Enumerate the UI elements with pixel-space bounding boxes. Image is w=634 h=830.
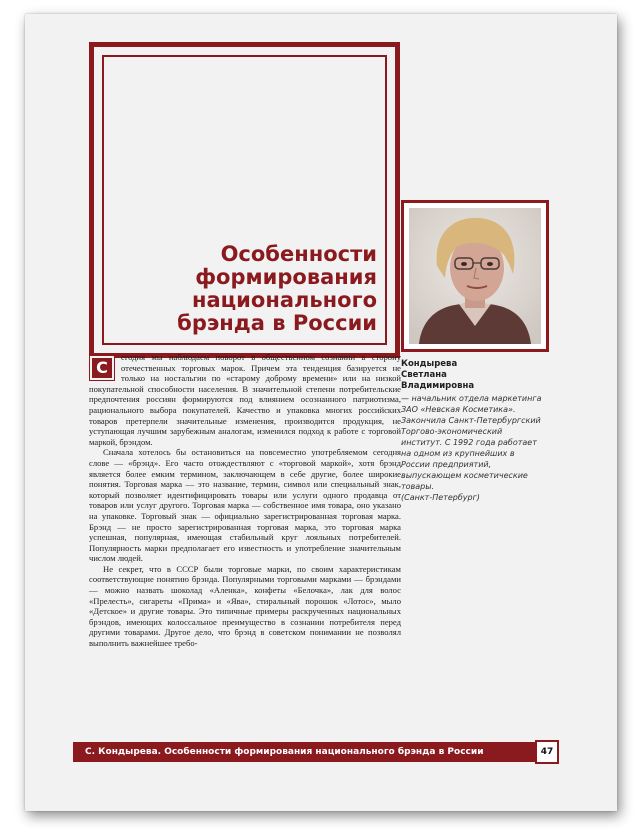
title-line: брэнда в России	[177, 311, 377, 335]
author-name-line: Владимировна	[401, 381, 475, 391]
author-bio-line: ЗАО «Невская Косметика».	[401, 405, 516, 414]
portrait-image	[409, 208, 541, 344]
author-name-line: Кондырева	[401, 359, 458, 369]
author-bio-line: выпускающем косметические	[401, 471, 528, 480]
author-bio-line: на одном из крупнейших в	[401, 449, 515, 458]
title-line: Особенности	[220, 242, 377, 266]
author-bio-line: Закончила Санкт-Петербургский	[401, 416, 541, 425]
author-bio-line: — начальник отдела маркетинга	[401, 394, 542, 403]
article-title	[177, 243, 377, 335]
magazine-page	[25, 14, 617, 811]
author-name	[401, 359, 551, 392]
author-bio-line: институт. С 1992 года работает	[401, 438, 537, 447]
title-frame	[89, 42, 400, 358]
body-paragraph	[89, 352, 401, 447]
body-paragraph: Сначала хотелось бы остановиться на повсеместно употребляемом сегодня слове — «брэнд». Его часто отождествляют с «торговой маркой», хотя брэнд является более емким термином, заключающем в себе другие, более широкие понятия. Торговая марка — это название, термин, символ или специальный знак, который позволяет идентифицировать товары или услуги одного продавца от товаров или услуг другого. Торговая марка — собственное имя товара, оно указано на упаковке. Торговый знак — официально зарегистрированная торговая марка. Брэнд — не просто зарегистрированная торговая марка, это торговая марка успешная, популярная, имеющая стабильный круг лояльных потребителей. Популярность марки предполагает его известность и употребление значительным числом людей.	[89, 447, 401, 564]
body-paragraph: Не секрет, что в СССР были торговые марки, по своим характеристикам соответствующие понятию брэнда. Популярными торговыми марками — брэндами — можно назвать шоколад «Аленка», конфеты «Белочка», лак для волос «Прелесть», сигареты «Прима» и «Ява», стиральный порошок «Лотос», мыло «Детское» и другие товары. Это типичные примеры раскрученных национальных брэндов, имеющих колоссальное преимущество в сознании потребителя перед другими товарами. Другое дело, что брэнд в советском понимании не позволял выполнить важнейшее требо-	[89, 563, 401, 649]
paragraph-text: егодня мы наблюдаем поворот в общественном сознании в сторону отечественных торговых марок. Причем эта тенденция базируется не только на ностальгии по «старому доброму времени» или на низкой покупательной способности населения. В значительной степени потребительские предпочтения россиян формируются под влиянием осознанного патриотизма, рационального выбора покупателей. Качество и упаковка многих российских товаров претерпели значительные изменения, производится продукция, не уступающая лучшим зарубежным аналогам, изменился подход к работе с торговой маркой, брэндом.	[89, 352, 401, 447]
title-line: национального	[191, 288, 377, 312]
author-bio	[401, 393, 551, 503]
author-photo	[409, 208, 541, 344]
drop-cap	[89, 355, 115, 381]
author-photo-frame	[401, 200, 549, 352]
author-bio-line: Торгово-экономический	[401, 427, 503, 436]
page-number: 47	[535, 740, 559, 764]
article-body	[89, 352, 401, 649]
author-bio-line: (Санкт-Петербург)	[401, 493, 480, 502]
title-line: формирования	[195, 265, 377, 289]
running-title-bar	[73, 742, 545, 762]
author-name-line: Светлана	[401, 370, 447, 380]
running-title: С. Кондырева. Особенности формирования национального брэнда в России	[85, 747, 484, 757]
author-info	[401, 359, 551, 503]
author-bio-line: России предприятий,	[401, 460, 492, 469]
author-bio-line: товары.	[401, 482, 435, 491]
drop-cap-letter: С	[92, 358, 112, 378]
